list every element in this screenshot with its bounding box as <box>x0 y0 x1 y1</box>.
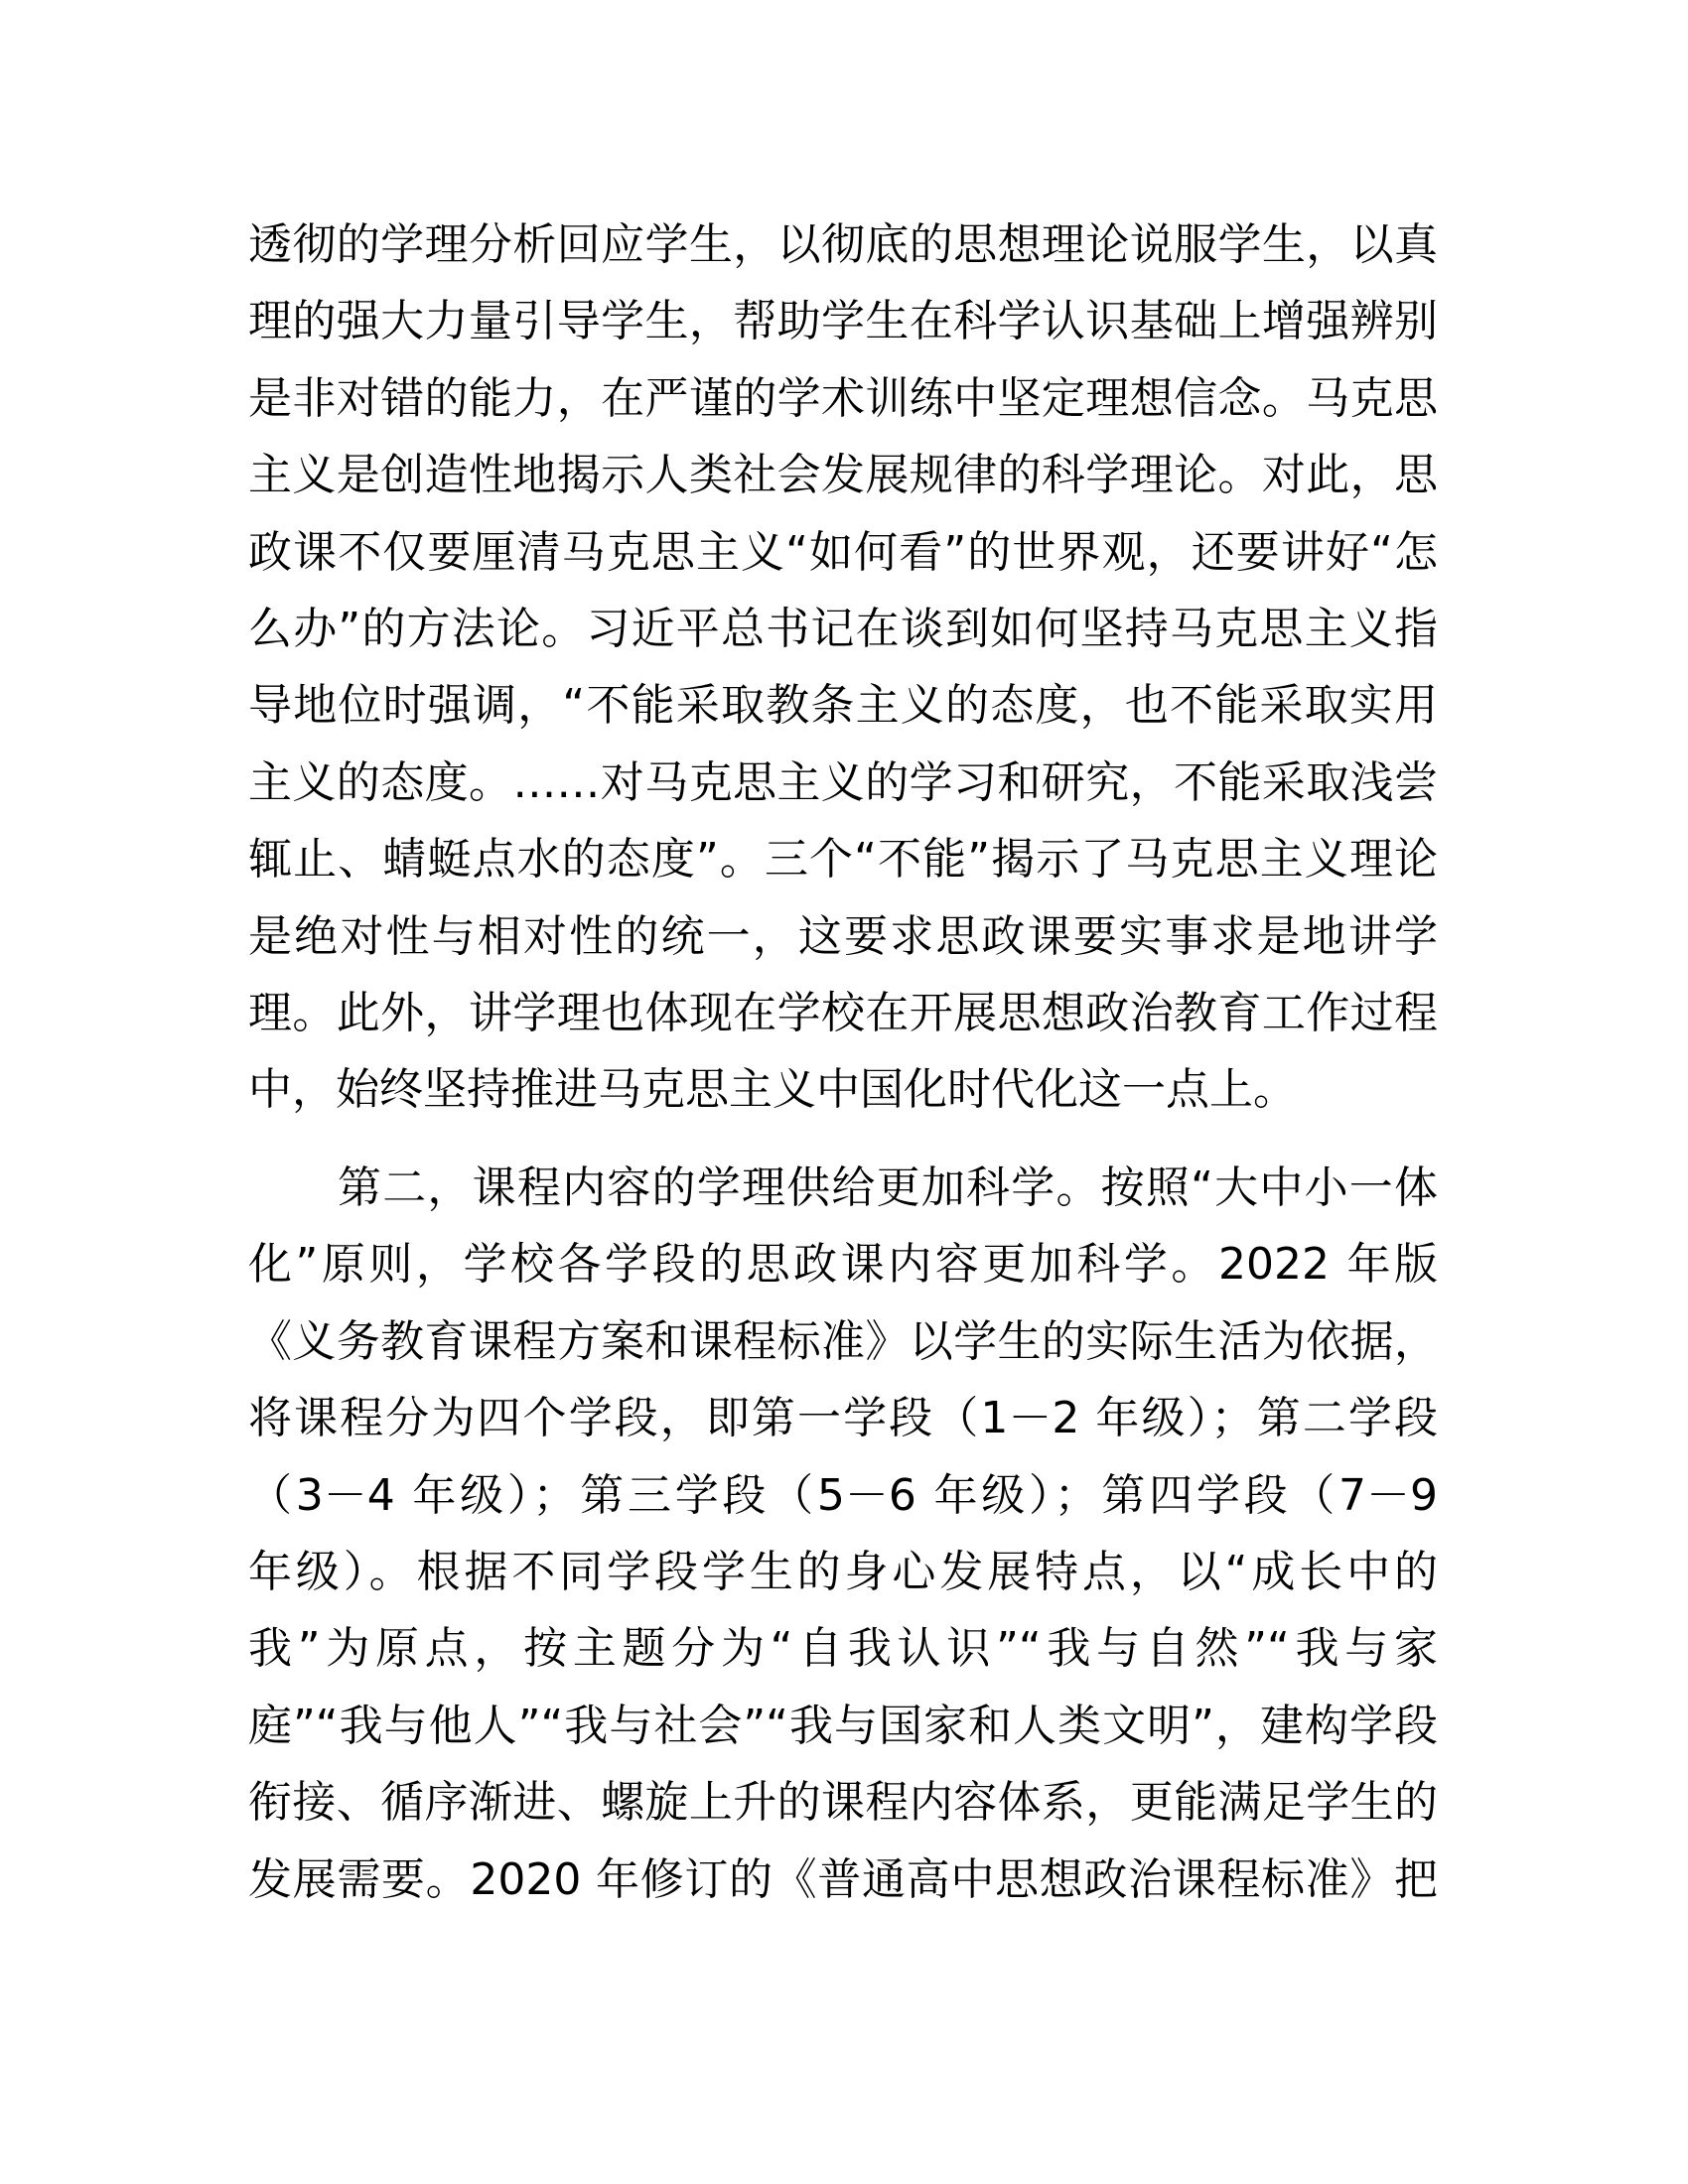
text-line: 将课程分为四个学段，即第一学段（1－2 年级）；第二学段 <box>248 1393 1438 1444</box>
text-line: 透彻的学理分析回应学生，以彻底的思想理论说服学生，以真 <box>248 219 1438 270</box>
text-line: 是非对错的能力，在严谨的学术训练中坚定理想信念。马克思 <box>248 372 1438 424</box>
text-line: 我”为原点，按主题分为“自我认识”“我与自然”“我与家 <box>248 1623 1438 1675</box>
text-line: 主义是创造性地揭示人类社会发展规律的科学理论。对此，思 <box>248 450 1438 501</box>
text-line: 化”原则，学校各学段的思政课内容更加科学。2022 年版 <box>248 1239 1438 1291</box>
text-line: 主义的态度。……对马克思主义的学习和研究，不能采取浅尝 <box>248 756 1438 808</box>
text-line: 《义务教育课程方案和课程标准》以学生的实际生活为依据， <box>248 1315 1438 1367</box>
text-line-last: 中，始终坚持推进马克思主义中国化时代化这一点上。 <box>248 1064 1297 1116</box>
text-line: （3－4 年级）；第三学段（5－6 年级）；第四学段（7－9 <box>248 1469 1438 1521</box>
paragraph-1 <box>248 214 1438 1137</box>
text-line: 年级）。根据不同学段学生的身心发展特点，以“成长中的 <box>248 1546 1438 1597</box>
text-line: 导地位时强调，“不能采取教条主义的态度，也不能采取实用 <box>248 680 1438 732</box>
text-line: 理。此外，讲学理也体现在学校在开展思想政治教育工作过程 <box>248 987 1438 1038</box>
text-line: 政课不仅要厘清马克思主义“如何看”的世界观，还要讲好“怎 <box>248 526 1438 578</box>
text-line-indented: 第二，课程内容的学理供给更加科学。按照“大中小一体 <box>338 1162 1438 1213</box>
text-line: 是绝对性与相对性的统一，这要求思政课要实事求是地讲学 <box>248 910 1438 962</box>
text-line: 衔接、循序渐进、螺旋上升的课程内容体系，更能满足学生的 <box>248 1777 1438 1829</box>
text-line: 么办”的方法论。习近平总书记在谈到如何坚持马克思主义指 <box>248 603 1438 654</box>
paragraph-2 <box>248 1158 1438 1926</box>
text-line: 庭”“我与他人”“我与社会”“我与国家和人类文明”，建构学段 <box>248 1700 1438 1751</box>
text-line: 辄止、蜻蜓点水的态度”。三个“不能”揭示了马克思主义理论 <box>248 834 1438 886</box>
text-line: 发展需要。2020 年修订的《普通高中思想政治课程标准》把 <box>248 1853 1438 1905</box>
text-line: 理的强大力量引导学生，帮助学生在科学认识基础上增强辨别 <box>248 296 1438 347</box>
